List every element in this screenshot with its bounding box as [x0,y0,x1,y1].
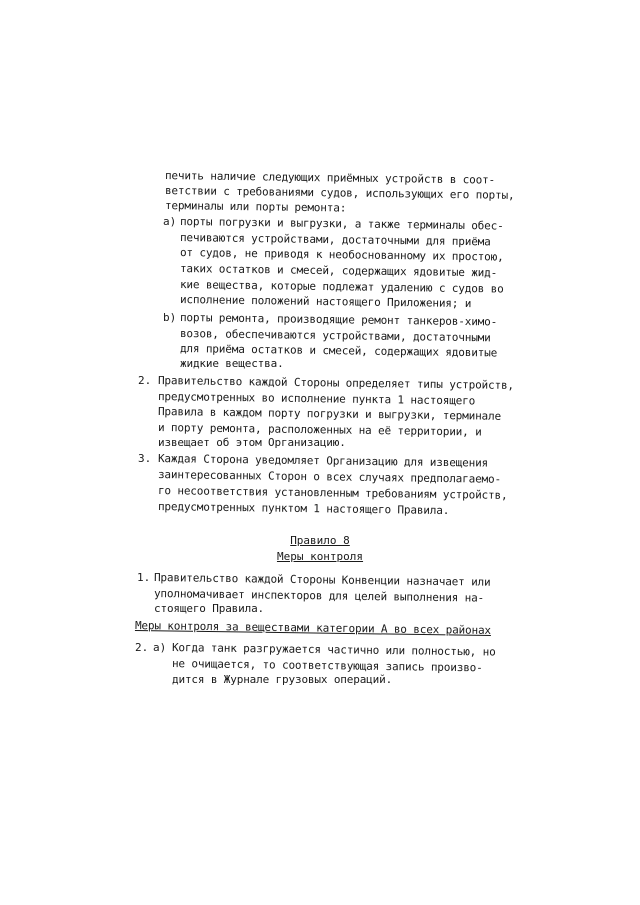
rule-heading-text: Правило 8 [290,534,350,547]
para-2-line: Правительство каждой Стороны определяет типы устройств, [157,374,515,392]
rule-subheading [0,549,640,564]
para-3-line: Каждая Сторона уведомляет Организацию для извещения [157,452,489,470]
item-a-line: печиваются устройствами, достаточными для приёма [179,231,491,249]
rule-subheading-text: Меры контроля [276,550,364,563]
para-2-line: Правила в каждом порту погрузки и выгрузки, терминале [157,405,502,423]
para-3-line: го несоответствия установленным требованиям устройств, [157,484,508,502]
rule8-para-1-line: стоящего Правила. [154,602,265,615]
para-3-line: предусмотренных пунктом 1 настоящего Правила. [157,500,450,518]
item-a-line: кие вещества, которые подлежат удалению с судов во [179,278,504,296]
para-2-line: и порту ремонта, расположенных на её территории, и [157,421,482,439]
rule8-para-1-line: уполномачивает инспекторов для целей выполнения на- [153,587,485,605]
para-3-number: 3. [138,452,152,465]
item-b-line: для приёма остатков и смесей, содержащих ядовитые [179,342,498,360]
intro-line: ветствии с требованиями судов, использующих его порты, [164,184,515,202]
item-a-line: таких остатков и смесей, содержащих ядовитые жид- [179,262,498,280]
para-2-number: 2. [138,374,152,387]
rule8-para-1-number: 1. [137,571,151,584]
item-b-line: порты ремонта, производящие ремонт танкеров-химо- [179,311,498,329]
intro-line: терминалы или порты ремонта: [164,199,347,215]
item-a-line: порты погрузки и выгрузки, а также терминалы обес- [179,215,504,233]
rule8-para-2-label: a) [153,641,167,654]
rule8-para-2-line: Когда танк разгружается частично или полностью, но [171,641,496,659]
para-3-line: заинтересованных Сторон о всех случаях предполагаемо- [157,468,502,486]
category-a-heading: Меры контроля за веществами категории А во всех районах [134,619,492,637]
intro-line: печить наличие следующих приёмных устройств в соот- [164,169,496,187]
item-b-label: b) [163,311,177,324]
para-2-line: извещает об этом Организацию. [158,436,346,449]
rule8-para-1-line: Правительство каждой Стороны Конвенции назначает или [153,571,491,589]
item-b-line: возов, обеспечиваются устройствами, достаточными [179,327,491,345]
rule8-para-2-line: дится в Журнале грузовых операций. [172,673,393,686]
item-b-line: жидкие вещества. [180,357,284,370]
rule-heading [0,533,640,548]
rule8-para-2-number: 2. [135,641,149,654]
para-2-line: предусмотренных во исполнение пункта 1 настоящего [157,390,476,408]
rule8-para-2-line: не очищается, то соответствующая запись произво- [171,657,483,675]
item-a-label: a) [163,215,177,228]
item-a-line: от судов, не приводя к необоснованному их простою, [179,246,504,264]
item-a-line: исполнение положений настоящего Приложения; и [179,293,472,311]
